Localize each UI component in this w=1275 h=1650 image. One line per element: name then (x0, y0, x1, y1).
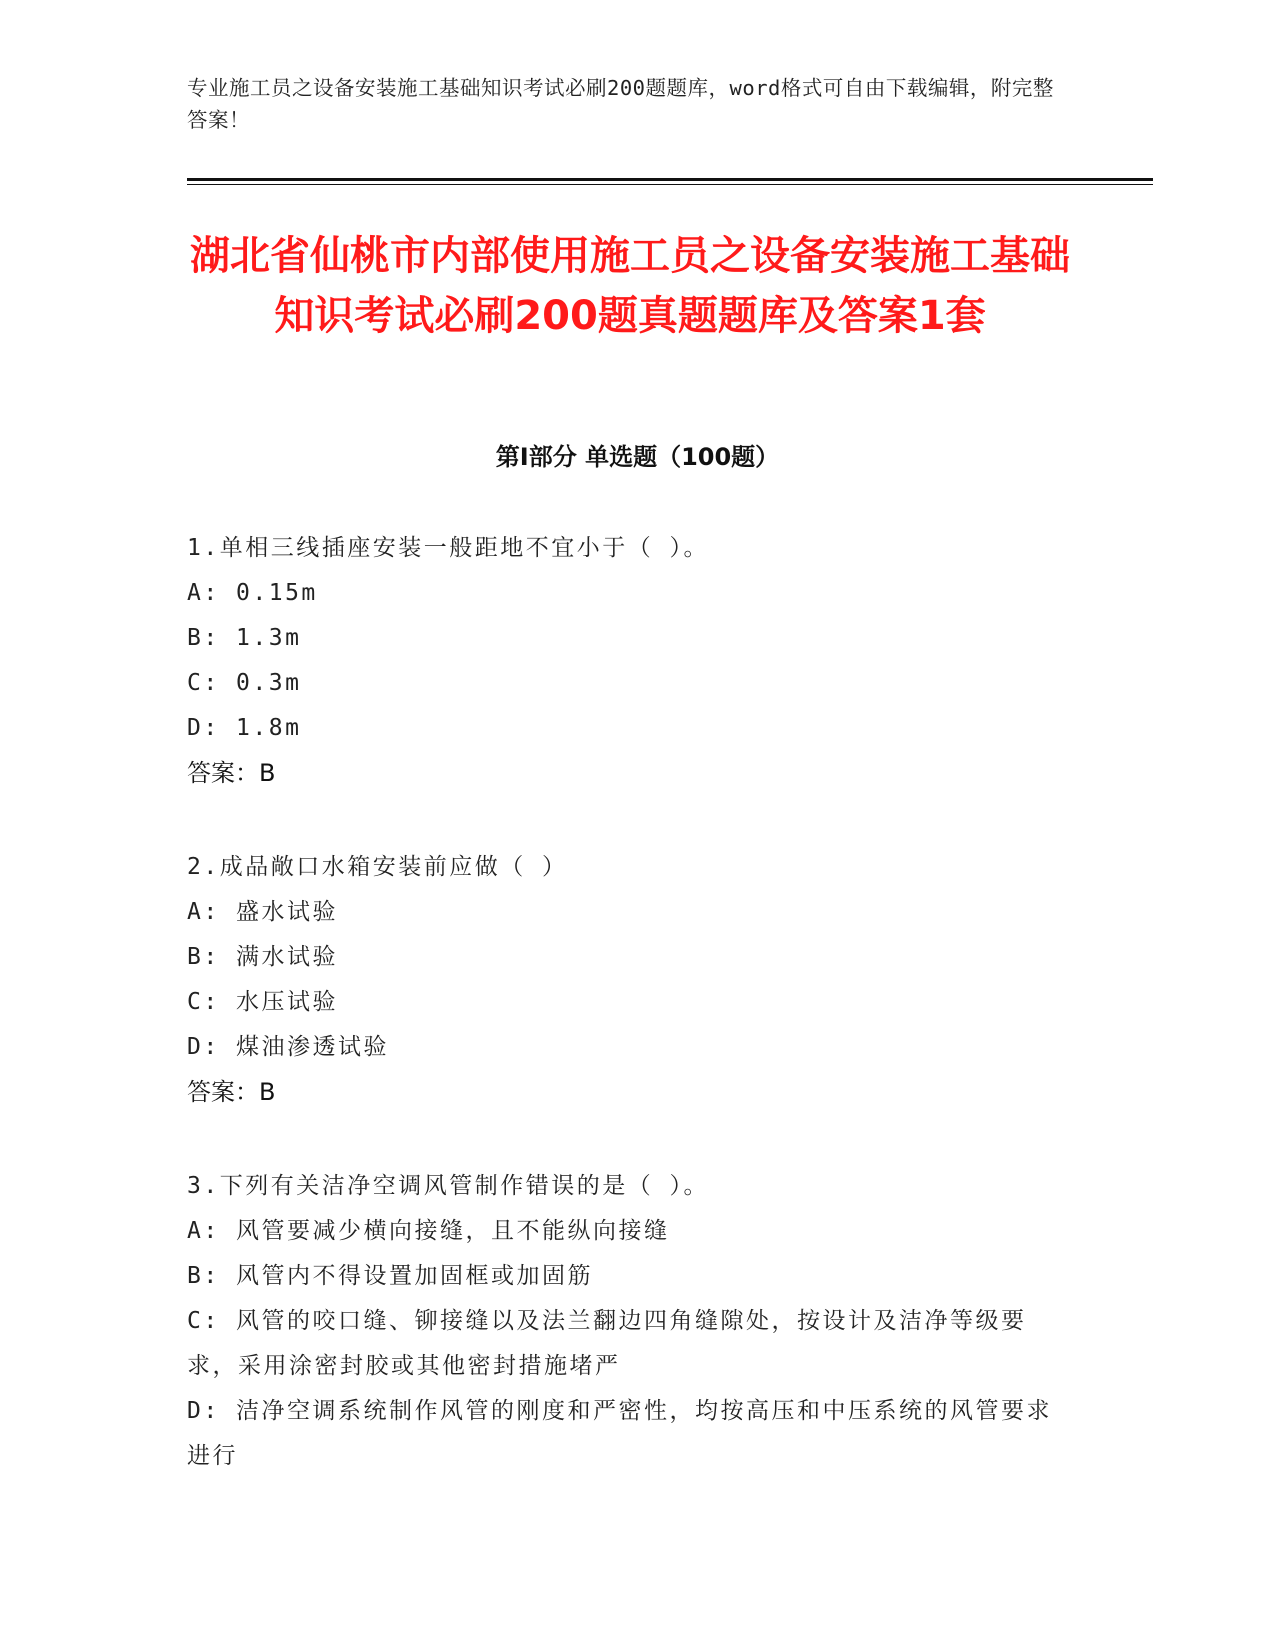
document-title: 湖北省仙桃市内部使用施工员之设备安装施工基础知识考试必刷200题真题题库及答案1套 (190, 233, 1070, 339)
option-c: C: 风管的咬口缝、铆接缝以及法兰翻边四角缝隙处，按设计及洁净等级要求，采用涂密封胶或其他密封措施堵严 (187, 1308, 1027, 1379)
question-stem: 1.单相三线插座安装一般距地不宜小于（ ）。 (187, 535, 710, 561)
option-d: D: 1.8m (187, 715, 302, 741)
question-stem: 2.成品敞口水箱安装前应做（ ） (187, 854, 568, 880)
answer: 答案：B (187, 1078, 276, 1106)
option-c: C: 水压试验 (187, 989, 339, 1015)
option-d: D: 煤油渗透试验 (187, 1034, 390, 1060)
header-rule-thin (187, 184, 1153, 185)
option-b: B: 满水试验 (187, 944, 339, 970)
question-1 (187, 526, 1067, 796)
question-3 (187, 1164, 1067, 1479)
question-stem: 3.下列有关洁净空调风管制作错误的是（ ）。 (187, 1173, 710, 1199)
option-c: C: 0.3m (187, 670, 302, 696)
option-a: A: 盛水试验 (187, 899, 339, 925)
option-a: A: 0.15m (187, 580, 318, 606)
option-d: D: 洁净空调系统制作风管的刚度和严密性，均按高压和中压系统的风管要求进行 (187, 1398, 1053, 1469)
option-b: B: 1.3m (187, 625, 302, 651)
answer: 答案：B (187, 759, 276, 787)
header-rule-thick (187, 178, 1153, 181)
option-b: B: 风管内不得设置加固框或加固筋 (187, 1263, 594, 1289)
header-note: 专业施工员之设备安装施工基础知识考试必刷200题题库，word格式可自由下载编辑，附完整答案！ (187, 76, 1054, 132)
section-title: 第Ⅰ部分 单选题（100题） (495, 443, 780, 471)
question-2 (187, 845, 1067, 1115)
option-a: A: 风管要减少横向接缝，且不能纵向接缝 (187, 1218, 670, 1244)
